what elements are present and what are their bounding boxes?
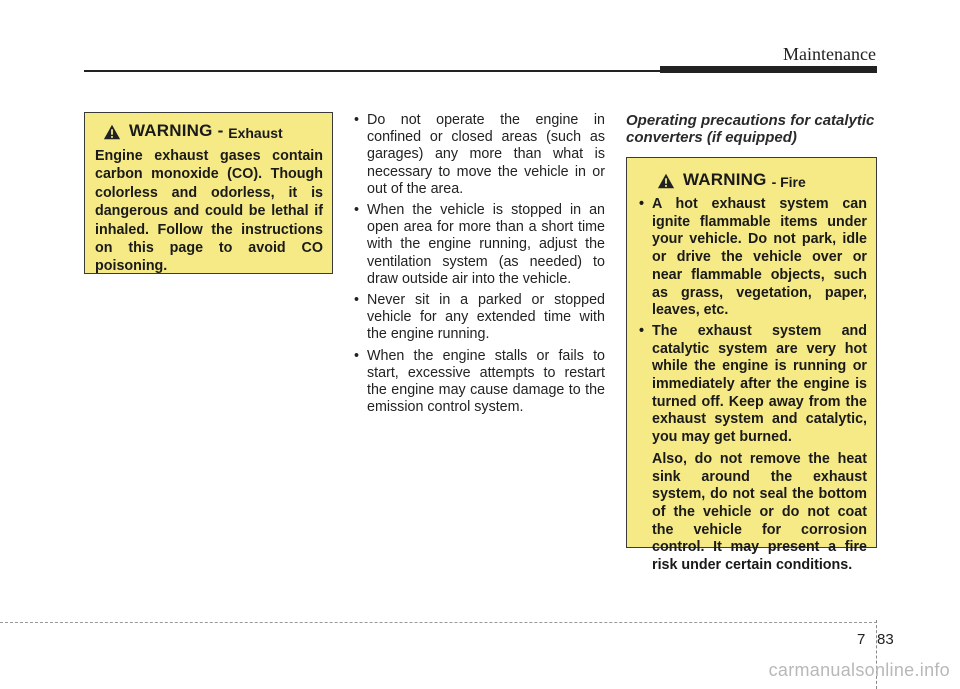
bullet-icon: • bbox=[354, 202, 360, 219]
list-item-text: Do not operate the engine in confined or closed areas (such as garages) any more than what is necessary to move the vehicle in or out of the area. bbox=[367, 112, 605, 197]
warning-body: Engine exhaust gases contain carbon monoxide (CO). Though colorless and odorless, it is dangerous and could be lethal if inhaled. Follow the instructions on this page to avoid CO poisoning. bbox=[95, 148, 323, 275]
warning-box-fire bbox=[626, 157, 877, 574]
warning-subtitle: - Fire bbox=[771, 174, 806, 190]
bullet-icon: • bbox=[354, 347, 360, 364]
list-item-text: When the vehicle is stopped in an open area for more than a short time with the engine running, adjust the ventilation system (as needed) to draw outside air into the vehicle. bbox=[367, 202, 605, 287]
warning-label: WARNING bbox=[683, 170, 767, 189]
list-item bbox=[352, 202, 605, 288]
fire-warning-extra: Also, do not remove the heat sink around the exhaust system, do not seal the bottom of the vehicle or do not coat the vehicle for corrosion control. It may present a fire risk under certain conditions. bbox=[652, 450, 867, 574]
bullet-icon: • bbox=[354, 292, 360, 309]
warning-title bbox=[103, 121, 323, 141]
warning-label: WARNING bbox=[129, 121, 213, 140]
list-item-text: Never sit in a parked or stopped vehicle for any extended time with the engine running. bbox=[367, 292, 605, 343]
bullet-icon: • bbox=[354, 112, 360, 128]
list-item bbox=[352, 292, 605, 344]
precautions-list bbox=[352, 112, 605, 420]
list-item bbox=[352, 112, 605, 198]
warning-subtitle: Exhaust bbox=[228, 125, 283, 141]
list-item-text: When the engine stalls or fails to start, excessive attempts to restart the engine may cause damage to the emission control system. bbox=[367, 347, 605, 416]
header-rule-accent bbox=[660, 66, 877, 73]
list-item-text: The exhaust system and catalytic system are very hot while the engine is running or immediately after the engine is turned off. Keep away from the exhaust system and catalytic, you may get burned. bbox=[652, 322, 867, 446]
warning-separator: - bbox=[217, 121, 224, 140]
warning-box-exhaust bbox=[84, 112, 333, 274]
watermark: carmanualsonline.info bbox=[768, 660, 950, 680]
warning-title bbox=[657, 170, 867, 190]
bullet-icon: • bbox=[639, 322, 645, 339]
footer-rule bbox=[0, 622, 877, 623]
catalytic-section-heading: Operating precautions for catalytic converters (if equipped) bbox=[626, 112, 875, 146]
page-number-value: 83 bbox=[877, 631, 894, 648]
list-item bbox=[352, 348, 605, 417]
page-section-title: Maintenance bbox=[783, 44, 876, 64]
bullet-icon: • bbox=[639, 196, 645, 212]
page-number bbox=[857, 631, 894, 648]
chapter-number: 7 bbox=[857, 631, 866, 648]
list-item-text: A hot exhaust system can ignite flammable items under your vehicle. Do not park, idle or drive the vehicle over or near flammable objects, such as grass, vegetation, paper, leaves, etc. bbox=[652, 196, 867, 319]
warning-triangle-icon bbox=[103, 123, 121, 141]
list-item bbox=[639, 196, 867, 320]
header-rule bbox=[84, 70, 660, 72]
warning-triangle-icon bbox=[657, 172, 675, 190]
list-item bbox=[639, 323, 867, 447]
fire-warning-list bbox=[639, 196, 867, 447]
